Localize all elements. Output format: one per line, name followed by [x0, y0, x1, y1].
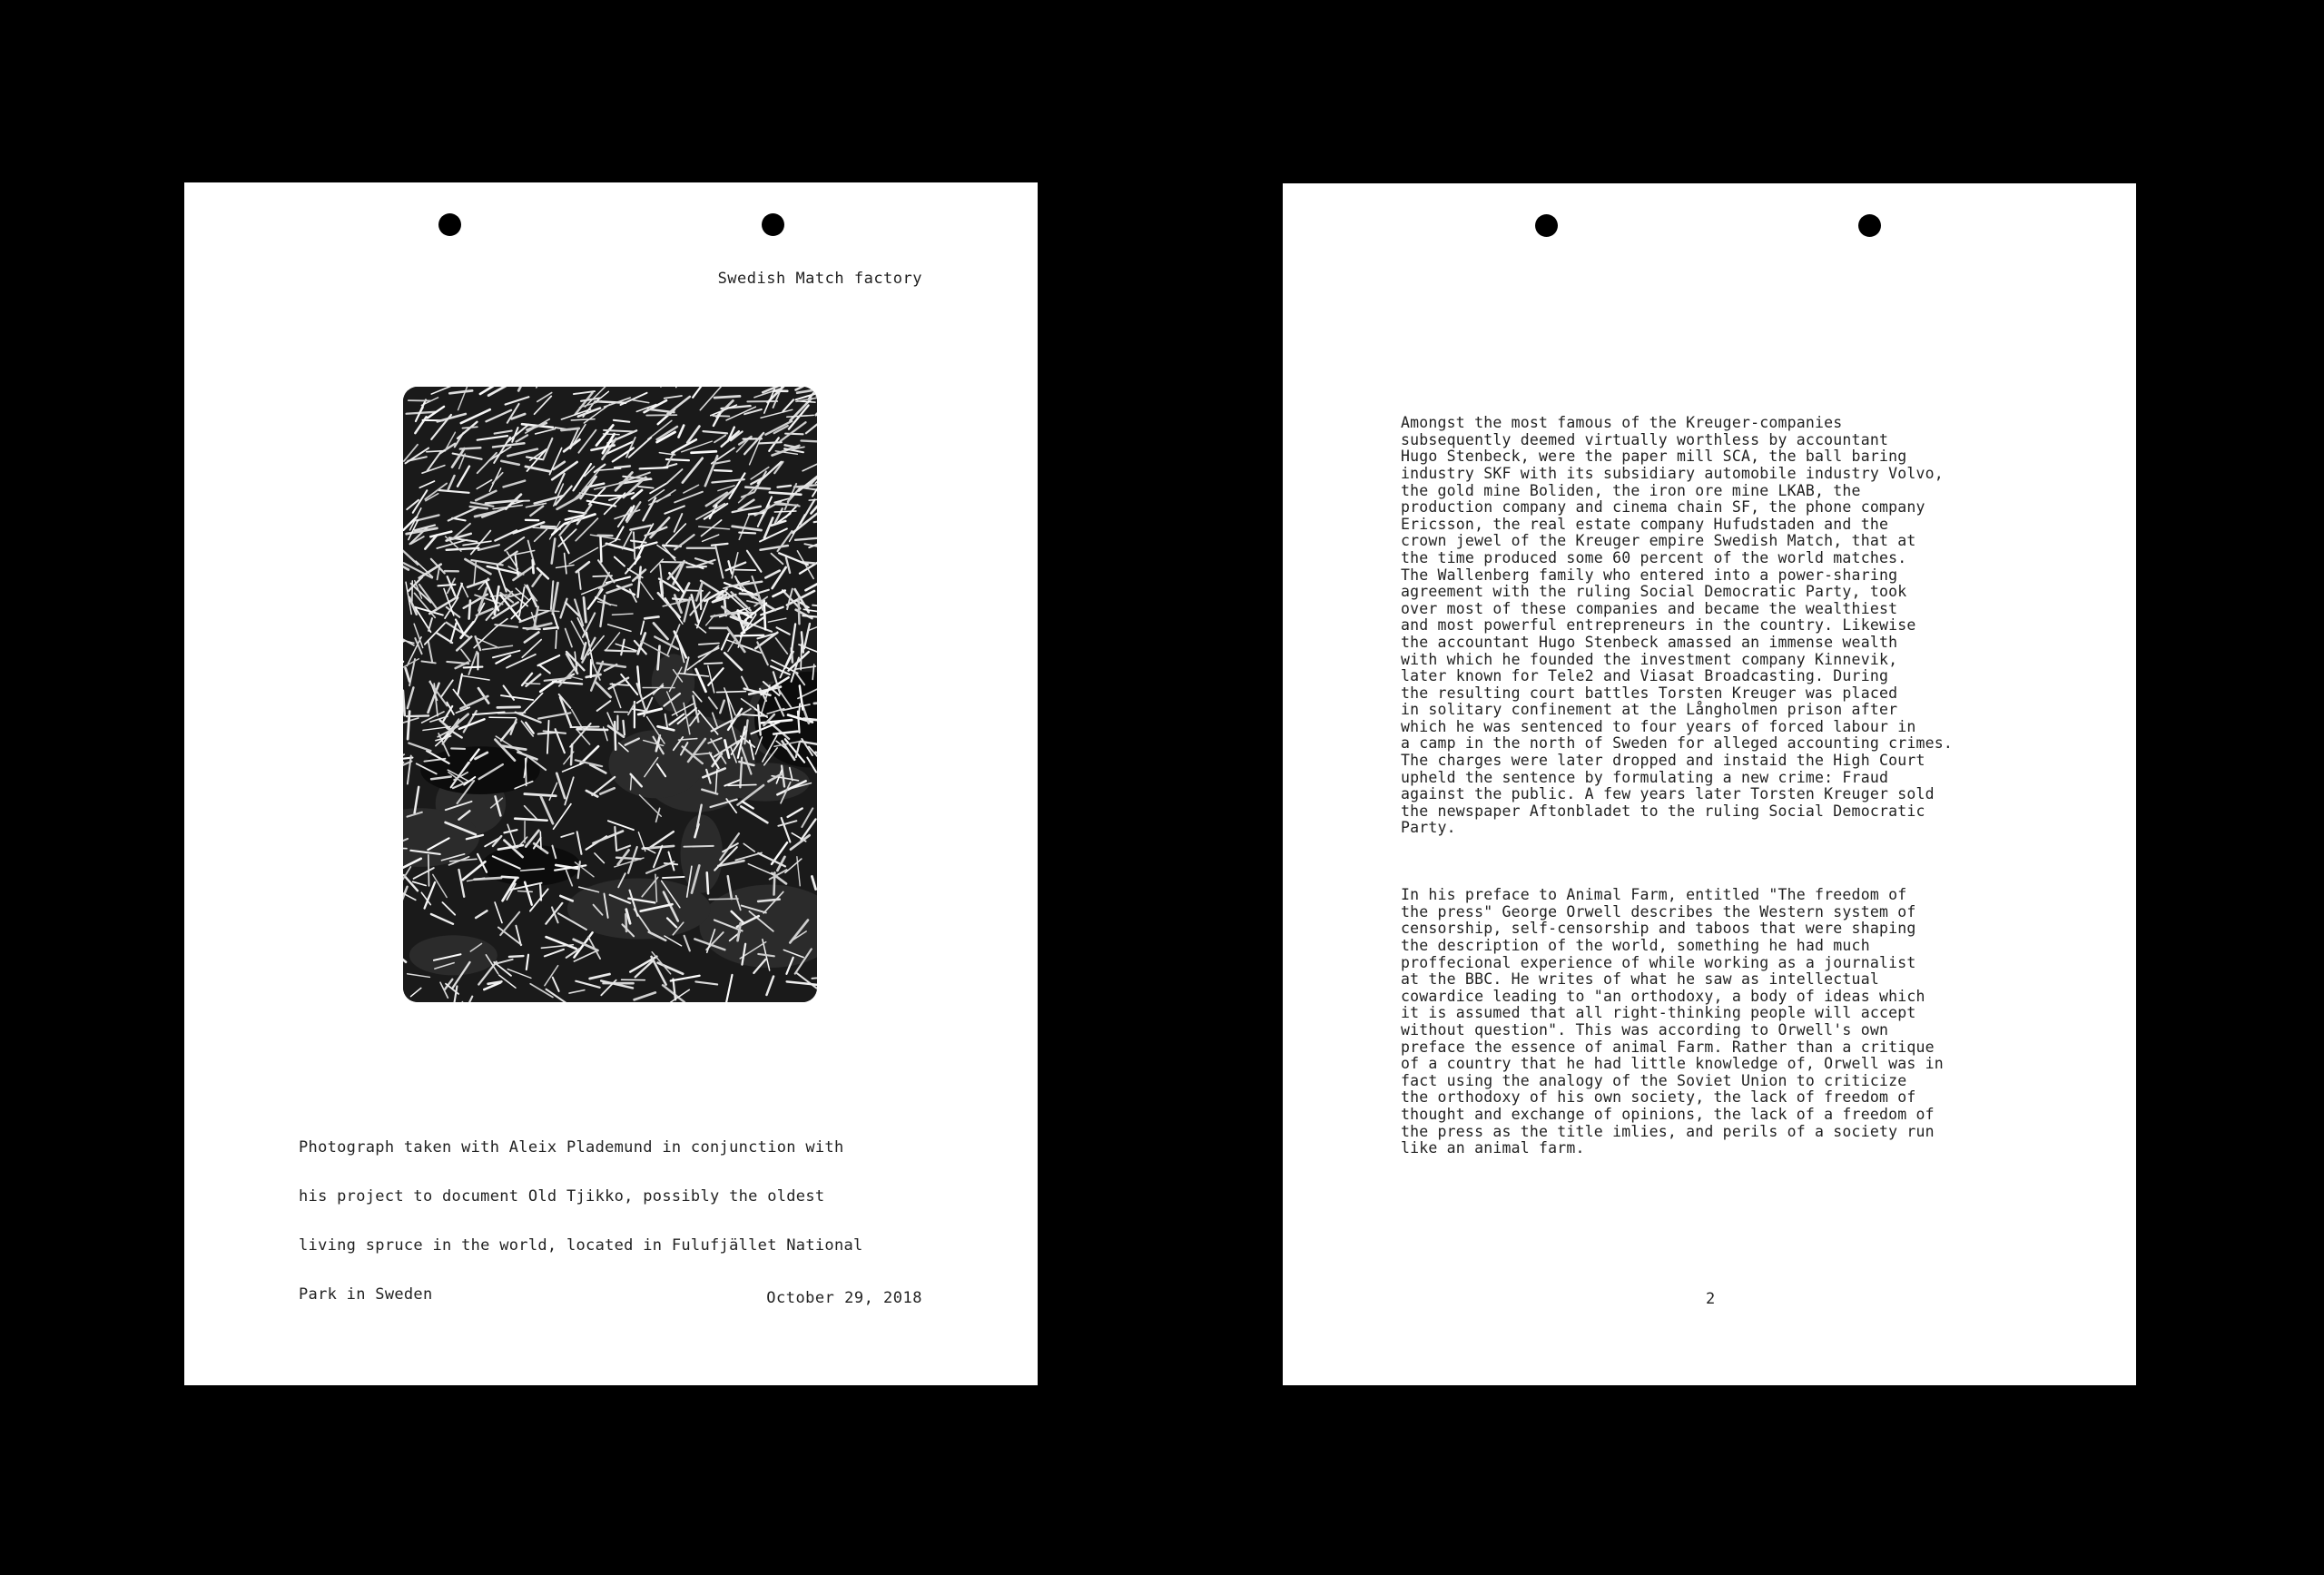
caption-line: living spruce in the world, located in Fulufjället National	[299, 1236, 863, 1255]
matchstick	[403, 848, 407, 849]
matchstick	[714, 470, 732, 471]
matchstick	[799, 598, 800, 624]
matchstick	[606, 650, 636, 651]
page-date: October 29, 2018	[766, 1289, 922, 1307]
matchstick	[509, 956, 524, 957]
matchstick	[734, 570, 755, 571]
matchstick	[518, 891, 533, 892]
matchstick	[451, 748, 465, 749]
matchstick	[684, 846, 713, 847]
matchstick	[645, 616, 658, 618]
matchstick	[600, 536, 601, 561]
matchstick	[604, 434, 620, 435]
matchsticks-photo	[403, 387, 817, 1002]
matchstick	[407, 715, 428, 716]
matchstick	[403, 691, 405, 715]
binder-hole	[1535, 214, 1558, 237]
matchstick	[533, 560, 534, 573]
page-header: Swedish Match factory	[717, 270, 922, 288]
matchstick	[801, 644, 802, 669]
matchstick	[814, 390, 817, 391]
matchstick	[540, 832, 541, 849]
matchstick	[673, 598, 687, 600]
matchstick	[801, 441, 817, 442]
matchstick	[728, 784, 756, 785]
page-number: 2	[1706, 1290, 1716, 1308]
caption-line: Photograph taken with Aleix Plademund in conjunction with	[299, 1138, 844, 1157]
matchstick	[599, 401, 626, 402]
matchstick	[692, 451, 716, 452]
matchstick	[438, 585, 455, 586]
matchstick	[774, 511, 796, 512]
matchstick	[540, 885, 541, 901]
matchstick	[544, 627, 558, 629]
matchstick	[704, 663, 723, 664]
matchstick	[734, 635, 763, 636]
matchstick	[709, 899, 738, 900]
matchstick	[774, 872, 775, 894]
matchstick	[713, 416, 729, 417]
right-page	[1283, 183, 2136, 1385]
binder-hole	[762, 213, 784, 236]
matchstick	[502, 877, 518, 878]
paragraph: Amongst the most famous of the Kreuger-companies subsequently deemed virtually worthless by accountant Hugo Stenbeck, were the paper mill SCA, the ball baring industry SKF with its subsidiary automobile industry Volvo, the gold mine Boliden, the iron ore mine LKAB, the production company and cinema chain SF, the phone company Ericsson, the real estate company Hufudstaden and the crown jewel of the Kreuger empire Swedish Match, that at the time produced some 60 percent of the world matches. The Wallenberg family who entered into a power-sharing agreement with the ruling Social Democratic Party, took over most of these companies and became the wealthiest and most powerful entrepreneurs in the country. Likewise the accountant Hugo Stenbeck amassed an immense wealth with which he founded the investment company Kinnevik, later known for Tele2 and Viasat Broadcasting. During the resulting court battles Torsten Kreuger was placed in solitary confinement at the Långholmen prison after which he was sentenced to four years of forced labour in a camp in the north of Sweden for alleged accounting crimes. The charges were later dropped and instaid the High Court upheld the sentence by formulating a new crime: Fraud against the public. A few years later Torsten Kreuger sold the newspaper Aftonbladet to the ruling Social Democratic Party.	[1401, 414, 1954, 837]
matchstick	[616, 858, 641, 860]
matchstick	[469, 601, 470, 619]
matchstick	[464, 667, 483, 668]
matchstick	[785, 434, 803, 435]
photo-image	[403, 387, 817, 1002]
matchstick	[759, 442, 782, 443]
matchstick	[577, 729, 607, 730]
matchstick	[571, 744, 572, 764]
matchstick	[623, 721, 624, 735]
body-text	[1401, 381, 2054, 1191]
matchstick	[427, 451, 446, 452]
matchstick	[714, 396, 740, 398]
matchstick	[663, 877, 684, 878]
matchstick	[739, 533, 755, 534]
binder-hole	[1858, 214, 1881, 237]
matchstick	[717, 692, 746, 693]
matchstick	[816, 387, 817, 396]
left-page	[184, 182, 1038, 1385]
binder-hole	[438, 213, 461, 236]
matchstick	[707, 872, 708, 893]
caption-line: his project to document Old Tjikko, possibly the oldest	[299, 1187, 825, 1206]
matchstick	[570, 727, 598, 728]
paragraph: In his preface to Animal Farm, entitled "The freedom of the press" George Orwell describes the Western system of censorship, self-censorship and taboos that were shaping the description of the world, something he had much proffecional experience of while working as a journalist at the BBC. He writes of what he saw as intellectual cowardice leading to "an orthodoxy, a body of ideas which it is assumed that all right-thinking people will accept without question". This was according to Orwell's own preface the essence of animal Farm. Rather than a critique of a country that he had little knowledge of, Orwell was in fact using the analogy of the Soviet Union to criticize the orthodoxy of his own society, the lack of freedom of thought and exchange of opinions, the lack of a freedom of the press as the title imlies, and perils of a society run like an animal farm.	[1401, 886, 1944, 1157]
caption-line: Park in Sweden	[299, 1285, 433, 1304]
